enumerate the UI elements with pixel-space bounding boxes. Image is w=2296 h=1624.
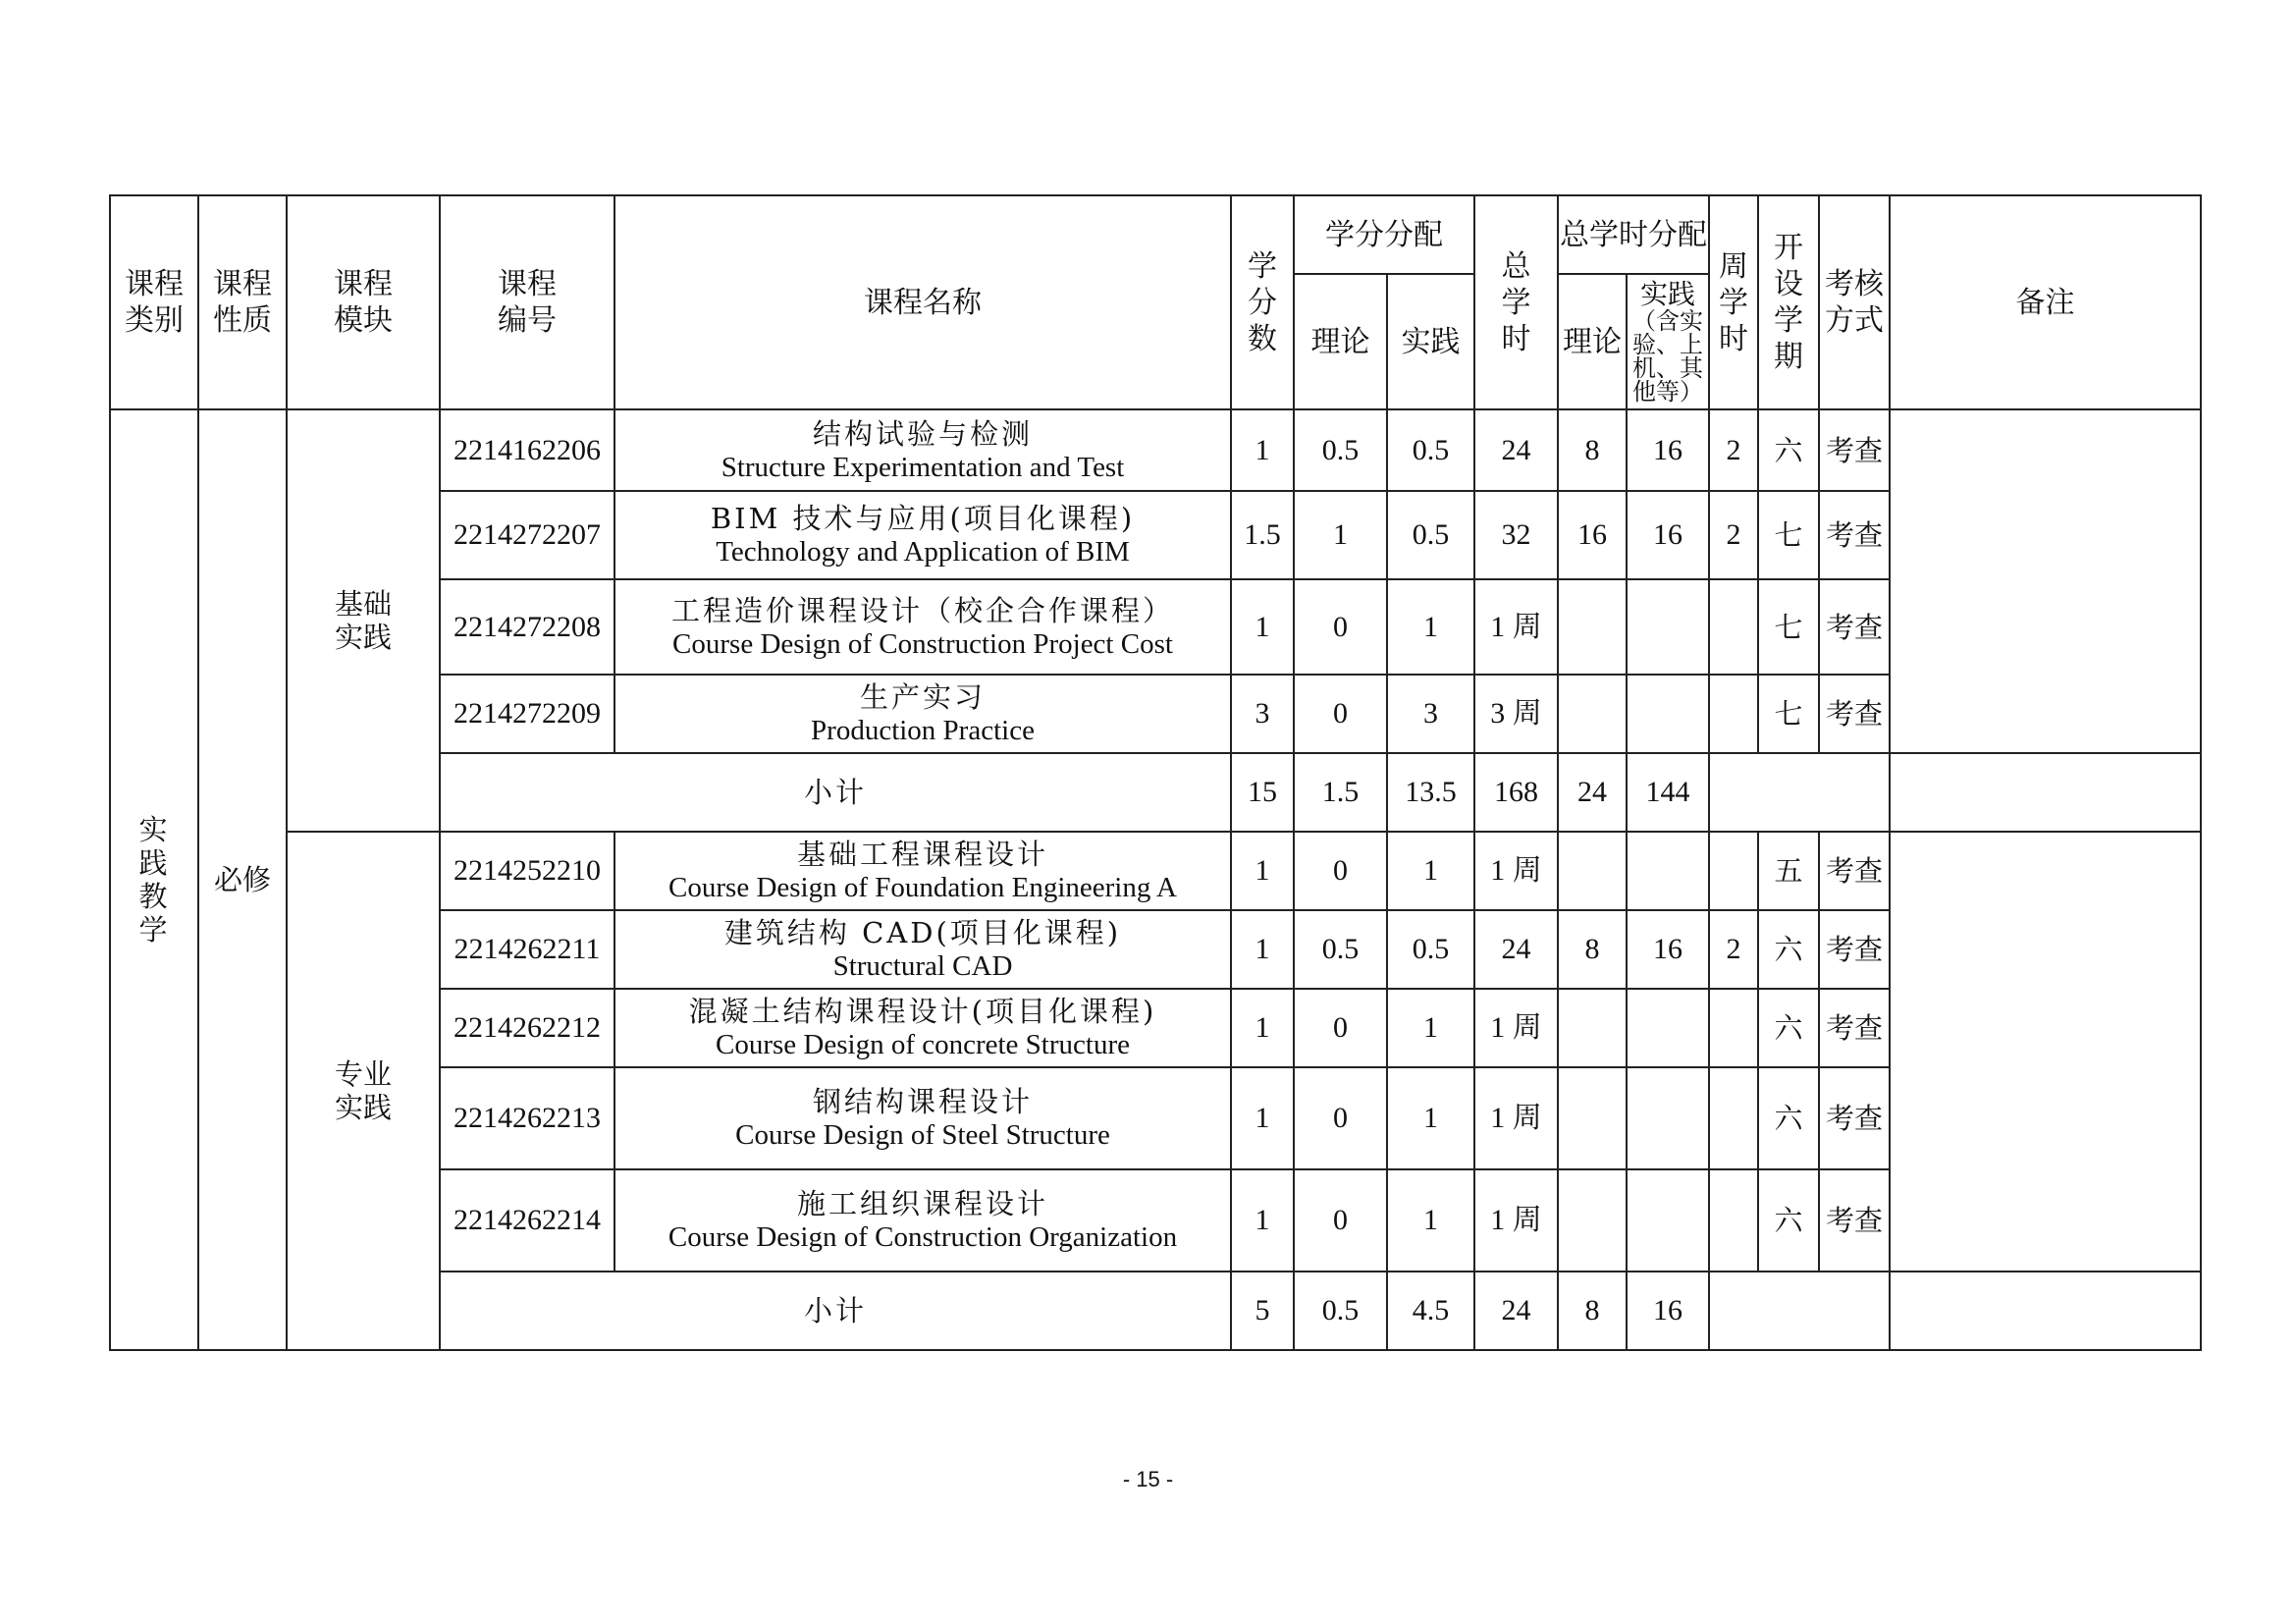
- course-name-cn: 生产实习: [859, 680, 986, 714]
- course-hours-practice: [1627, 989, 1709, 1067]
- subtotal-hours-theory: 8: [1558, 1272, 1627, 1350]
- header-semester: 开 设 学 期: [1758, 195, 1819, 409]
- course-weekly-hours: [1709, 1169, 1758, 1272]
- header-module: 课程 模块: [287, 195, 440, 409]
- subtotal-credits: 15: [1231, 753, 1294, 832]
- course-credits: 1.5: [1231, 491, 1294, 579]
- course-code: 2214272207: [440, 491, 614, 579]
- course-credits: 1: [1231, 1169, 1294, 1272]
- course-hours-theory: [1558, 989, 1627, 1067]
- course-assessment: 考查: [1819, 910, 1890, 989]
- course-semester: 六: [1758, 989, 1819, 1067]
- course-name: [614, 491, 1231, 579]
- course-name: [614, 910, 1231, 989]
- course-hours-practice: 16: [1627, 910, 1709, 989]
- course-name-cn: 建筑结构 CAD(项目化课程): [723, 916, 1122, 949]
- header-remarks: 备注: [1890, 195, 2201, 409]
- course-semester: 六: [1758, 1067, 1819, 1169]
- course-assessment: 考查: [1819, 579, 1890, 675]
- course-assessment: 考查: [1819, 989, 1890, 1067]
- subtotal-remarks: [1890, 1272, 2201, 1350]
- course-module: 基础 实践: [287, 409, 440, 832]
- subtotal-credit-practice: 4.5: [1387, 1272, 1474, 1350]
- course-hours-theory: [1558, 1067, 1627, 1169]
- course-total-hours: 32: [1474, 491, 1558, 579]
- header-credit-practice: 实践: [1387, 274, 1474, 409]
- course-assessment: 考查: [1819, 1169, 1890, 1272]
- course-credit-theory: 0: [1294, 1067, 1387, 1169]
- course-name: [614, 1067, 1231, 1169]
- course-hours-theory: [1558, 832, 1627, 910]
- course-name: [614, 675, 1231, 753]
- course-name-en: Structure Experimentation and Test: [721, 451, 1125, 483]
- header-credit-theory: 理论: [1294, 274, 1387, 409]
- course-credits: 1: [1231, 1067, 1294, 1169]
- course-nature: 必修: [198, 409, 287, 1350]
- course-hours-practice: 16: [1627, 409, 1709, 491]
- subtotal-total-hours: 168: [1474, 753, 1558, 832]
- course-semester: 七: [1758, 579, 1819, 675]
- course-name-cn: BIM 技术与应用(项目化课程): [710, 502, 1136, 535]
- table-row: [110, 409, 2201, 491]
- course-weekly-hours: [1709, 1067, 1758, 1169]
- course-code: 2214272208: [440, 579, 614, 675]
- course-total-hours: 24: [1474, 409, 1558, 491]
- course-semester: 六: [1758, 910, 1819, 989]
- header-assessment: 考核 方式: [1819, 195, 1890, 409]
- course-code: 2214272209: [440, 675, 614, 753]
- subtotal-label: 小计: [440, 753, 1231, 832]
- table-row: [110, 832, 2201, 910]
- course-weekly-hours: 2: [1709, 409, 1758, 491]
- course-name-en: Technology and Application of BIM: [716, 536, 1130, 568]
- course-remarks: [1890, 832, 2201, 1272]
- course-hours-theory: 16: [1558, 491, 1627, 579]
- course-name-en: Production Practice: [811, 715, 1035, 746]
- course-credit-theory: 0.5: [1294, 910, 1387, 989]
- course-hours-practice: 16: [1627, 491, 1709, 579]
- course-weekly-hours: 2: [1709, 491, 1758, 579]
- course-credit-practice: 1: [1387, 1169, 1474, 1272]
- course-assessment: 考查: [1819, 1067, 1890, 1169]
- course-credits: 1: [1231, 910, 1294, 989]
- course-name-cn: 结构试验与检测: [812, 416, 1033, 451]
- course-name: [614, 579, 1231, 675]
- header-hours-theory: 理论: [1558, 274, 1627, 409]
- page-number: - 15 -: [1122, 1467, 1174, 1491]
- course-credits: 1: [1231, 989, 1294, 1067]
- course-name-cn: 基础工程课程设计: [796, 838, 1048, 871]
- header-total-hours: 总 学 时: [1474, 195, 1558, 409]
- course-credit-practice: 1: [1387, 989, 1474, 1067]
- course-category: 实 践 教 学: [110, 409, 198, 1350]
- course-credit-practice: 1: [1387, 1067, 1474, 1169]
- header-course-name: 课程名称: [614, 195, 1231, 409]
- course-total-hours: 1 周: [1474, 1169, 1558, 1272]
- course-semester: 六: [1758, 409, 1819, 491]
- course-total-hours: 1 周: [1474, 989, 1558, 1067]
- course-credit-practice: 3: [1387, 675, 1474, 753]
- course-semester: 六: [1758, 1169, 1819, 1272]
- course-name-en: Course Design of Steel Structure: [735, 1119, 1110, 1151]
- course-hours-theory: [1558, 579, 1627, 675]
- course-weekly-hours: [1709, 675, 1758, 753]
- course-module: 专业 实践: [287, 832, 440, 1350]
- subtotal-total-hours: 24: [1474, 1272, 1558, 1350]
- course-name-cn: 混凝土结构课程设计(项目化课程): [688, 995, 1157, 1028]
- subtotal-remarks: [1890, 753, 2201, 832]
- course-weekly-hours: [1709, 832, 1758, 910]
- course-code: 2214262214: [440, 1169, 614, 1272]
- header-hours-practice: 实践 （含实 验、上 机、其 他等）: [1627, 274, 1709, 409]
- course-name-cn: 施工组织课程设计: [796, 1187, 1048, 1220]
- course-credits: 1: [1231, 409, 1294, 491]
- subtotal-credit-practice: 13.5: [1387, 753, 1474, 832]
- course-code: 2214262212: [440, 989, 614, 1067]
- course-remarks: [1890, 409, 2201, 753]
- course-credit-practice: 0.5: [1387, 409, 1474, 491]
- header-weekly-hours: 周 学 时: [1709, 195, 1758, 409]
- course-name: [614, 1169, 1231, 1272]
- course-credit-theory: 0.5: [1294, 409, 1387, 491]
- subtotal-label: 小计: [440, 1272, 1231, 1350]
- course-credit-theory: 0: [1294, 579, 1387, 675]
- course-credit-practice: 0.5: [1387, 910, 1474, 989]
- course-hours-theory: [1558, 675, 1627, 753]
- subtotal-credit-theory: 0.5: [1294, 1272, 1387, 1350]
- course-total-hours: 1 周: [1474, 579, 1558, 675]
- course-name-cn: 钢结构课程设计: [812, 1085, 1033, 1118]
- course-credit-theory: 0: [1294, 832, 1387, 910]
- course-credits: 3: [1231, 675, 1294, 753]
- course-credit-theory: 1: [1294, 491, 1387, 579]
- subtotal-hours-practice: 144: [1627, 753, 1709, 832]
- course-name-en: Course Design of Construction Organization: [667, 1221, 1178, 1253]
- course-name: [614, 989, 1231, 1067]
- course-code: 2214252210: [440, 832, 614, 910]
- course-name-en: Course Design of concrete Structure: [716, 1029, 1130, 1060]
- header-nature: 课程 性质: [198, 195, 287, 409]
- course-total-hours: 1 周: [1474, 832, 1558, 910]
- header-credit-distribution: 学分分配: [1294, 195, 1474, 274]
- course-credit-theory: 0: [1294, 989, 1387, 1067]
- course-assessment: 考查: [1819, 832, 1890, 910]
- subtotal-empty: [1709, 1272, 1890, 1350]
- course-name-cn: 工程造价课程设计（校企合作课程）: [670, 593, 1174, 627]
- course-code: 2214262211: [440, 910, 614, 989]
- course-code: 2214262213: [440, 1067, 614, 1169]
- course-hours-theory: 8: [1558, 409, 1627, 491]
- curriculum-table: [109, 194, 2202, 1351]
- subtotal-hours-theory: 24: [1558, 753, 1627, 832]
- subtotal-credits: 5: [1231, 1272, 1294, 1350]
- course-assessment: 考查: [1819, 675, 1890, 753]
- header-hours-distribution: 总学时分配: [1558, 195, 1709, 274]
- course-semester: 七: [1758, 675, 1819, 753]
- course-name-en: Course Design of Foundation Engineering A: [668, 872, 1177, 903]
- course-credits: 1: [1231, 832, 1294, 910]
- course-credit-practice: 0.5: [1387, 491, 1474, 579]
- course-weekly-hours: [1709, 989, 1758, 1067]
- course-total-hours: 3 周: [1474, 675, 1558, 753]
- subtotal-empty: [1709, 753, 1890, 832]
- header-category: 课程 类别: [110, 195, 198, 409]
- header-row-1: [110, 195, 2201, 274]
- course-hours-practice: [1627, 832, 1709, 910]
- course-assessment: 考查: [1819, 491, 1890, 579]
- course-hours-theory: [1558, 1169, 1627, 1272]
- course-total-hours: 1 周: [1474, 1067, 1558, 1169]
- course-hours-theory: 8: [1558, 910, 1627, 989]
- header-code: 课程 编号: [440, 195, 614, 409]
- course-name-en: Structural CAD: [832, 950, 1013, 982]
- course-hours-practice: [1627, 579, 1709, 675]
- course-credit-practice: 1: [1387, 579, 1474, 675]
- subtotal-credit-theory: 1.5: [1294, 753, 1387, 832]
- course-hours-practice: [1627, 1169, 1709, 1272]
- course-hours-practice: [1627, 675, 1709, 753]
- course-code: 2214162206: [440, 409, 614, 491]
- course-hours-practice: [1627, 1067, 1709, 1169]
- course-name: [614, 832, 1231, 910]
- course-credits: 1: [1231, 579, 1294, 675]
- course-credit-practice: 1: [1387, 832, 1474, 910]
- subtotal-hours-practice: 16: [1627, 1272, 1709, 1350]
- course-total-hours: 24: [1474, 910, 1558, 989]
- course-name: [614, 409, 1231, 491]
- course-semester: 五: [1758, 832, 1819, 910]
- header-credits: 学 分 数: [1231, 195, 1294, 409]
- course-credit-theory: 0: [1294, 1169, 1387, 1272]
- course-weekly-hours: [1709, 579, 1758, 675]
- course-weekly-hours: 2: [1709, 910, 1758, 989]
- course-semester: 七: [1758, 491, 1819, 579]
- course-name-en: Course Design of Construction Project Cost: [672, 627, 1173, 660]
- course-assessment: 考查: [1819, 409, 1890, 491]
- course-credit-theory: 0: [1294, 675, 1387, 753]
